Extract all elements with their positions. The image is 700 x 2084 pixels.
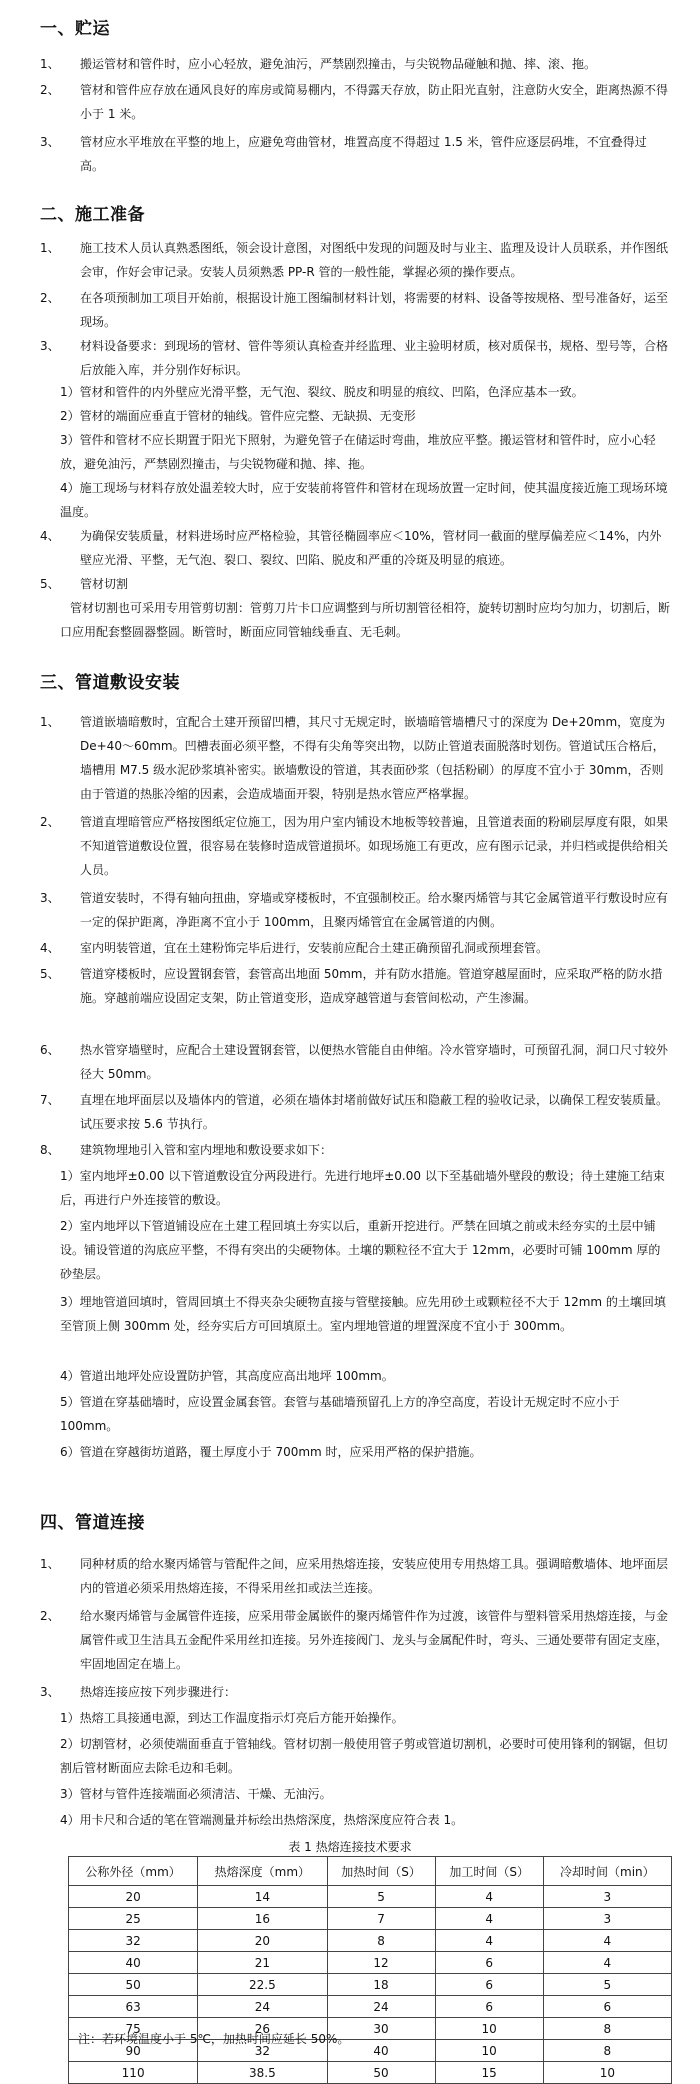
column-header: 加热时间（S）	[327, 1857, 435, 1886]
sub-item: 1）室内地坪±0.00 以下管道敷设宜分两段进行。先进行地坪±0.00 以下至基础墙外壁段的敷设；待土建施工结束后，再进行户外连接管的敷设。	[60, 1169, 665, 1207]
sub-item: 4）管道出地坪处应设置防护管，其高度应高出地坪 100mm。	[60, 1369, 394, 1383]
table-cell: 14	[198, 1886, 327, 1908]
sub-item: 1）管材和管件的内外壁应光滑平整，无气泡、裂纹、脱皮和明显的痕纹、凹陷，色泽应基本一致。	[60, 385, 584, 399]
table-cell: 10	[543, 2062, 671, 2084]
list-item: 4、 为确保安装质量，材料进场时应严格检验，其管径椭圆率应＜10%，管材同一截面的壁厚偏差应＜14%，内外壁应光滑、平整，无气泡、裂口、裂纹、凹陷、脱皮和严重的冷斑及明显的痕迹。	[40, 529, 662, 567]
table-cell: 4	[435, 1886, 543, 1908]
table-cell: 6	[435, 1974, 543, 1996]
column-header: 公称外径（mm）	[69, 1857, 198, 1886]
table-cell: 63	[69, 1996, 198, 2018]
table-row	[69, 1952, 672, 1974]
list-item: 6、 热水管穿墙壁时，应配合土建设置钢套管，以便热水管能自由伸缩。冷水管穿墙时，可预留孔洞，洞口尺寸较外径大 50mm。	[40, 1043, 669, 1081]
table-cell: 8	[543, 2040, 671, 2062]
table-cell: 26	[198, 2018, 327, 2040]
column-header: 冷却时间（min）	[543, 1857, 671, 1886]
table-cell: 38.5	[198, 2062, 327, 2084]
table-cell: 20	[198, 1930, 327, 1952]
table-cell: 20	[69, 1886, 198, 1908]
table-header-row	[69, 1857, 672, 1886]
table-cell: 24	[198, 1996, 327, 2018]
table-row	[69, 1908, 672, 1930]
sub-item: 2）室内地坪以下管道铺设应在土建工程回填土夯实以后，重新开挖进行。严禁在回填之前或未经夯实的土层中铺设。铺设管道的沟底应平整，不得有突出的尖硬物体。土壤的颗粒径不宜大于 12mm，必要时可铺 100mm 厚的砂垫层。	[60, 1219, 661, 1281]
list-item: 1、 搬运管材和管件时，应小心轻放，避免油污，严禁剧烈撞击，与尖锐物品碰触和抛、摔、滚、拖。	[40, 57, 597, 71]
table-cell: 32	[69, 1930, 198, 1952]
table-cell: 40	[327, 2040, 435, 2062]
sub-item: 5）管道在穿基础墙时，应设置金属套管。套管与基础墙预留孔上方的净空高度，若设计无规定时不应小于 100mm。	[60, 1395, 620, 1433]
sub-item: 2）切割管材，必须使端面垂直于管轴线。管材切割一般使用管子剪或管道切割机，必要时可使用锋利的钢锯，但切割后管材断面应去除毛边和毛刺。	[60, 1737, 668, 1775]
section-title-connection: 四、管道连接	[40, 1513, 145, 1533]
sub-item: 1）热熔工具接通电源，到达工作温度指示灯亮后方能开始操作。	[60, 1711, 404, 1725]
list-item: 8、 建筑物埋地引入管和室内埋地和敷设要求如下：	[40, 1143, 333, 1157]
table-cell: 75	[69, 2018, 198, 2040]
list-item: 1、 管道嵌墙暗敷时，宜配合土建开预留凹槽，其尺寸无规定时，嵌墙暗管墙槽尺寸的深度为 De+20mm，宽度为 De+40～60mm。凹槽表面必须平整，不得有尖角等突出物，以防止管道表面脱落时划伤。管道试压合格后，墙槽用 M7.5 级水泥砂浆填补密实。嵌墙敷设的管道，其表面砂浆（包括粉刷）的厚度不宜小于 30mm，否则由于管道的热胀冷缩的因素，会造成墙面开裂，特别是热水管应严格掌握。	[40, 715, 666, 801]
sub-item: 3）管件和管材不应长期置于阳光下照射，为避免管子在储运时弯曲，堆放应平整。搬运管材和管件时，应小心轻放，避免油污，严禁剧烈撞击，与尖锐物碰和抛、摔、拖。	[60, 433, 656, 471]
sub-item: 4）用卡尺和合适的笔在管端测量并标绘出热熔深度，热熔深度应符合表 1。	[60, 1813, 464, 1827]
table-cell: 50	[69, 1974, 198, 1996]
table-cell: 10	[435, 2040, 543, 2062]
list-item: 7、 直埋在地坪面层以及墙体内的管道，必须在墙体封堵前做好试压和隐蔽工程的验收记录，以确保工程安装质量。试压要求按 5.6 节执行。	[40, 1093, 669, 1131]
table-cell: 40	[69, 1952, 198, 1974]
table-cell: 25	[69, 1908, 198, 1930]
list-item: 3、 管材应水平堆放在平整的地上，应避免弯曲管材，堆置高度不得超过 1.5 米，管件应逐层码堆，不宜叠得过高。	[40, 135, 647, 173]
table-row	[69, 1930, 672, 1952]
section-title-storage: 一、贮运	[40, 19, 110, 39]
table-cell: 110	[69, 2062, 198, 2084]
table-cell: 10	[435, 2018, 543, 2040]
column-header: 热熔深度（mm）	[198, 1857, 327, 1886]
table-cell: 3	[543, 1908, 671, 1930]
table-row	[69, 1996, 672, 2018]
table-cell: 24	[327, 1996, 435, 2018]
paragraph: 管材切割也可采用专用管剪切割：管剪刀片卡口应调整到与所切割管径相符，旋转切割时应均匀加力，切割后，断口应用配套整圆器整圆。断管时，断面应同管轴线垂直、无毛刺。	[60, 601, 671, 639]
table-cell: 5	[543, 1974, 671, 1996]
table-cell: 22.5	[198, 1974, 327, 1996]
list-item: 2、 给水聚丙烯管与金属管件连接，应采用带金属嵌件的聚丙烯管件作为过渡，该管件与塑料管采用热熔连接，与金属管件或卫生洁具五金配件采用丝扣连接。另外连接阀门、龙头与金属配件时，弯头、三通处要带有固定支座，牢固地固定在墙上。	[40, 1609, 669, 1671]
table-cell: 7	[327, 1908, 435, 1930]
sub-item: 3）管材与管件连接端面必须清洁、干燥、无油污。	[60, 1787, 332, 1801]
table-cell: 50	[327, 2062, 435, 2084]
section-title-installation: 三、管道敷设安装	[40, 673, 180, 693]
sub-item: 2）管材的端面应垂直于管材的轴线。管件应完整、无缺损、无变形	[60, 409, 416, 423]
table-cell: 3	[543, 1886, 671, 1908]
table-cell: 15	[435, 2062, 543, 2084]
column-header: 加工时间（S）	[435, 1857, 543, 1886]
sub-item: 4）施工现场与材料存放处温差较大时，应于安装前将管件和管材在现场放置一定时间，使其温度接近施工现场环境温度。	[60, 481, 668, 519]
sub-item: 3）埋地管道回填时，管周回填土不得夹杂尖硬物直接与管壁接触。应先用砂土或颗粒径不大于 12mm 的土壤回填至管顶上侧 300mm 处，经夯实后方可回填原土。室内埋地管道的埋置深度不宜小于 300mm。	[60, 1295, 666, 1333]
table-cell: 6	[435, 1996, 543, 2018]
table-caption: 表 1 热熔连接技术要求	[288, 1840, 412, 1854]
table-cell: 4	[543, 1952, 671, 1974]
table-cell: 90	[69, 2040, 198, 2062]
table-cell: 32	[198, 2040, 327, 2062]
table-note: 注：若环境温度小于 5℃，加热时间应延长 50%。	[78, 2032, 350, 2046]
table-cell: 21	[198, 1952, 327, 1974]
table-cell: 8	[327, 1930, 435, 1952]
table-cell: 4	[435, 1930, 543, 1952]
list-item: 2、 管道直埋暗管应严格按图纸定位施工，因为用户室内铺设木地板等较普遍，且管道表面的粉刷层厚度有限，如果不知道管道敷设位置，很容易在装修时造成管道损坏。如现场施工有更改，应有图示记录，并归档或提供给相关人员。	[40, 815, 669, 877]
sub-item: 6）管道在穿越街坊道路，覆土厚度小于 700mm 时，应采用严格的保护措施。	[60, 1445, 482, 1459]
list-item: 2、 管材和管件应存放在通风良好的库房或简易棚内，不得露天存放，防止阳光直射，注意防火安全，距离热源不得小于 1 米。	[40, 83, 669, 121]
table-cell: 8	[543, 2018, 671, 2040]
table-cell: 30	[327, 2018, 435, 2040]
table-cell: 16	[198, 1908, 327, 1930]
list-item: 3、 热熔连接应按下列步骤进行：	[40, 1685, 237, 1699]
list-item: 3、 材料设备要求：到现场的管材、管件等须认真检查并经监理、业主验明材质，核对质保书，规格、型号等，合格后放能入库，并分别作好标识。	[40, 339, 669, 377]
section-title-preparation: 二、施工准备	[40, 205, 145, 225]
list-item: 5、 管材切割	[40, 577, 129, 591]
table-cell: 6	[435, 1952, 543, 1974]
list-item: 1、 同种材质的给水聚丙烯管与管配件之间，应采用热熔连接，安装应使用专用热熔工具。强调暗敷墙体、地坪面层内的管道必须采用热熔连接，不得采用丝扣或法兰连接。	[40, 1557, 669, 1595]
table-cell: 5	[327, 1886, 435, 1908]
list-item: 5、 管道穿楼板时，应设置钢套管，套管高出地面 50mm，并有防水措施。管道穿越屋面时，应采取严格的防水措施。穿越前端应设固定支架，防止管道变形，造成穿越管道与套管间松动，产生渗漏。	[40, 967, 663, 1005]
table-cell: 12	[327, 1952, 435, 1974]
list-item: 1、 施工技术人员认真熟悉图纸，领会设计意图，对图纸中发现的问题及时与业主、监理及设计人员联系，并作图纸会审，作好会审记录。安装人员须熟悉 PP-R 管的一般性能，掌握必须的操作要点。	[40, 241, 669, 279]
table-cell: 4	[435, 1908, 543, 1930]
table-cell: 4	[543, 1930, 671, 1952]
table-row	[69, 1886, 672, 1908]
table-cell: 18	[327, 1974, 435, 1996]
table-row	[69, 1974, 672, 1996]
list-item: 2、 在各项预制加工项目开始前，根据设计施工图编制材料计划，将需要的材料、设备等按规格、型号准备好，运至现场。	[40, 291, 669, 329]
list-item: 3、 管道安装时，不得有轴向扭曲，穿墙或穿楼板时，不宜强制校正。给水聚丙烯管与其它金属管道平行敷设时应有一定的保护距离，净距离不宜小于 100mm，且聚丙烯管宜在金属管道的内侧。	[40, 891, 669, 929]
list-item: 4、 室内明装管道，宜在土建粉饰完毕后进行，安装前应配合土建正确预留孔洞或预埋套管。	[40, 941, 549, 955]
table-cell: 6	[543, 1996, 671, 2018]
table-row	[69, 2062, 672, 2084]
